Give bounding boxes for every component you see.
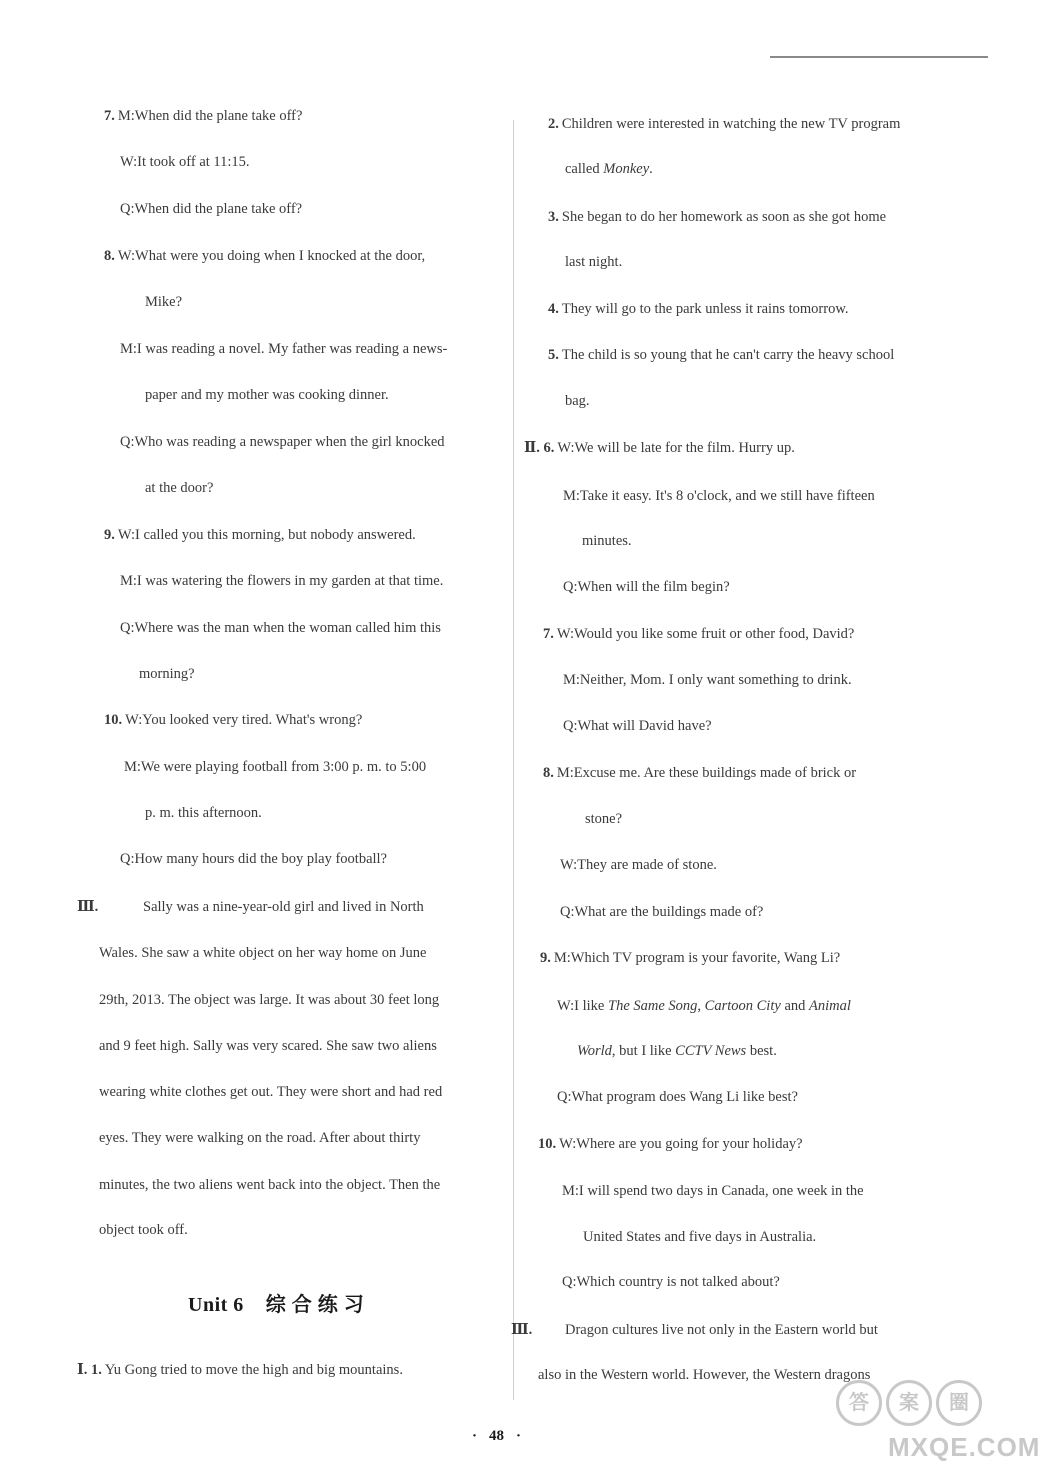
question-line: Q:Where was the man when the woman called him this xyxy=(120,620,441,636)
column-divider xyxy=(513,120,514,1400)
watermark-char: 答 xyxy=(836,1380,882,1426)
dialogue-line: W:It took off at 11:15. xyxy=(120,154,250,170)
section-number: Ⅲ. xyxy=(511,1322,533,1338)
dialogue-line: minutes. xyxy=(582,533,632,549)
unit-title: Unit 6 综合练习 xyxy=(188,1294,370,1316)
dialogue-line: paper and my mother was cooking dinner. xyxy=(145,387,389,403)
dialogue-line: 8. M:Excuse me. Are these buildings made of brick or xyxy=(543,765,857,781)
dialogue-line: World, but I like CCTV News best. xyxy=(577,1043,777,1059)
passage-line: Sally was a nine-year-old girl and lived in North xyxy=(143,899,424,915)
passage-line: object took off. xyxy=(99,1222,188,1238)
dialogue-line: M:I will spend two days in Canada, one week in the xyxy=(562,1183,864,1199)
answer-line: 4. They will go to the park unless it rains tomorrow. xyxy=(548,301,849,317)
watermark-char: 圈 xyxy=(936,1380,982,1426)
watermark-text: MXQE.COM xyxy=(888,1432,1040,1462)
question-line: Q:When will the film begin? xyxy=(563,579,730,595)
question-line: Q:What will David have? xyxy=(563,718,712,734)
answer-line: 5. The child is so young that he can't carry the heavy school xyxy=(548,347,895,363)
dialogue-line: M:I was watering the flowers in my garden at that time. xyxy=(120,573,444,589)
answer-line: Ⅰ. 1. Yu Gong tried to move the high and big mountains. xyxy=(77,1362,403,1378)
answer-line: bag. xyxy=(565,393,590,409)
section-number: Ⅲ. xyxy=(77,899,99,915)
passage-line: Wales. She saw a white object on her way home on June xyxy=(99,945,427,961)
question-line: Q:What program does Wang Li like best? xyxy=(557,1089,798,1105)
watermark-char: 案 xyxy=(886,1380,932,1426)
dialogue-line: M:We were playing football from 3:00 p. m. to 5:00 xyxy=(124,759,427,775)
dialogue-line: United States and five days in Australia. xyxy=(583,1229,817,1245)
dialogue-line: 7. M:When did the plane take off? xyxy=(104,108,303,124)
dialogue-line: 10. W:Where are you going for your holiday? xyxy=(538,1136,803,1152)
dialogue-line: Mike? xyxy=(145,294,183,310)
dialogue-line: W:They are made of stone. xyxy=(560,857,717,873)
passage-line: minutes, the two aliens went back into the object. Then the xyxy=(99,1177,441,1193)
dialogue-line: 9. W:I called you this morning, but nobody answered. xyxy=(104,527,416,543)
dialogue-line: 9. M:Which TV program is your favorite, Wang Li? xyxy=(540,950,841,966)
dialogue-line: p. m. this afternoon. xyxy=(145,805,262,821)
dialogue-line: M:Neither, Mom. I only want something to drink. xyxy=(563,672,852,688)
dialogue-line: M:I was reading a novel. My father was reading a news- xyxy=(120,341,448,357)
passage-line: wearing white clothes get out. They were short and had red xyxy=(99,1084,443,1100)
question-line: Q:When did the plane take off? xyxy=(120,201,303,217)
answer-line: 2. Children were interested in watching the new TV program xyxy=(548,116,901,132)
dialogue-line: 7. W:Would you like some fruit or other food, David? xyxy=(543,626,855,642)
page-number: · 48 · xyxy=(472,1428,522,1444)
question-line: morning? xyxy=(139,666,195,682)
question-line: Q:Who was reading a newspaper when the girl knocked xyxy=(120,434,445,450)
answer-line: called Monkey. xyxy=(565,161,653,177)
passage-line: eyes. They were walking on the road. After about thirty xyxy=(99,1130,421,1146)
dialogue-line: Ⅱ. 6. W:We will be late for the film. Hurry up. xyxy=(524,440,795,456)
passage-line: 29th, 2013. The object was large. It was about 30 feet long xyxy=(99,992,440,1008)
passage-line: also in the Western world. However, the Western dragons xyxy=(538,1367,871,1383)
dialogue-line: 8. W:What were you doing when I knocked at the door, xyxy=(104,248,426,264)
question-line: Q:What are the buildings made of? xyxy=(560,904,764,920)
question-line: Q:How many hours did the boy play football? xyxy=(120,851,387,867)
question-line: Q:Which country is not talked about? xyxy=(562,1274,780,1290)
top-rule xyxy=(770,56,988,58)
answer-line: 3. She began to do her homework as soon as she got home xyxy=(548,209,887,225)
dialogue-line: 10. W:You looked very tired. What's wrong? xyxy=(104,712,363,728)
dialogue-line: W:I like The Same Song, Cartoon City and Animal xyxy=(557,998,851,1014)
question-line: at the door? xyxy=(145,480,214,496)
passage-line: and 9 feet high. Sally was very scared. She saw two aliens xyxy=(99,1038,437,1054)
dialogue-line: stone? xyxy=(585,811,623,827)
passage-line: Dragon cultures live not only in the Eastern world but xyxy=(565,1322,878,1338)
answer-line: last night. xyxy=(565,254,623,270)
dialogue-line: M:Take it easy. It's 8 o'clock, and we still have fifteen xyxy=(563,488,875,504)
